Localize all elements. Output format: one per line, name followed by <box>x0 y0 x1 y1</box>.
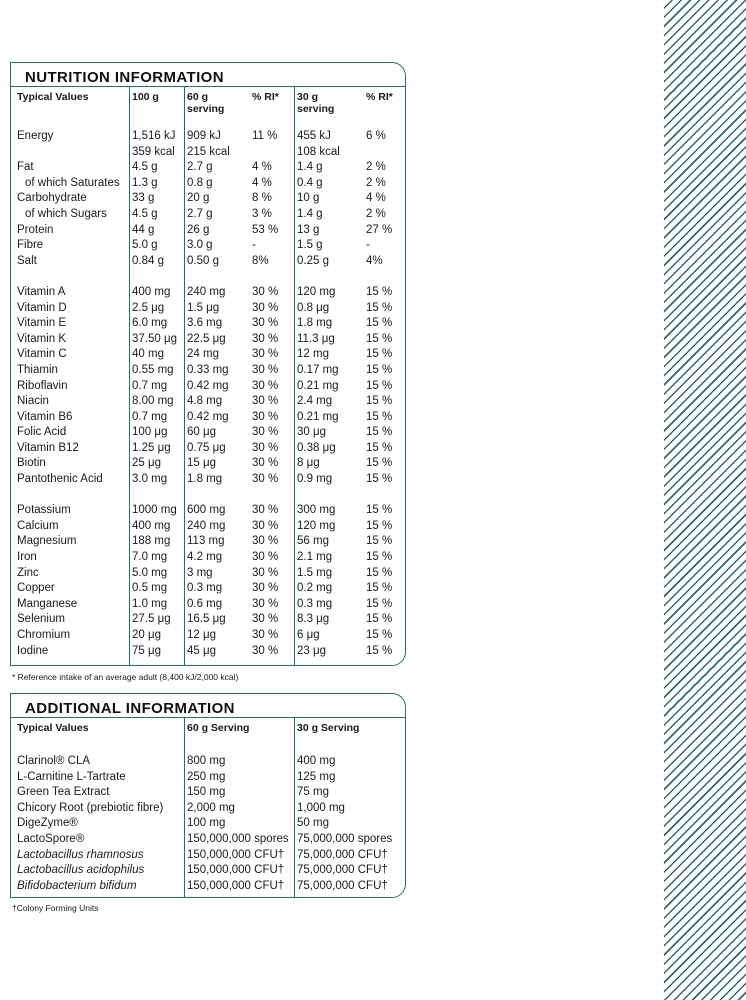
nutrient-value: 1,516 kJ 359 kcal <box>132 130 176 158</box>
table-row <box>11 816 405 832</box>
nutrient-value: 5.0 g <box>132 239 158 252</box>
nutrient-name: Copper <box>17 582 55 595</box>
table-row <box>11 332 405 348</box>
nutrient-name: of which Sugars <box>25 207 107 220</box>
nutrient-value: 30 % <box>252 426 279 439</box>
nutrient-value: 3.6 mg <box>187 317 223 330</box>
ingredient-name: DigeZyme® <box>17 817 78 830</box>
ingredient-value: 50 mg <box>297 817 329 830</box>
nutrient-value: 100 μg <box>132 426 168 439</box>
table-row <box>11 316 405 332</box>
nutrient-name: Zinc <box>17 566 39 579</box>
nutrition-table <box>11 87 405 659</box>
nutrient-value: 15 % <box>366 613 393 626</box>
ingredient-value: 150,000,000 CFU† <box>187 864 285 877</box>
ingredient-value: 150 mg <box>187 786 226 799</box>
column-divider <box>184 87 185 665</box>
nutrient-name: Fibre <box>17 239 44 252</box>
column-divider <box>294 87 295 665</box>
nutrient-value: 75 μg <box>132 644 162 657</box>
column-divider <box>129 87 130 665</box>
table-row <box>11 238 405 254</box>
nutrient-value: 0.38 μg <box>297 441 336 454</box>
ingredient-name: Clarinol® CLA <box>17 755 91 767</box>
nutrient-value: 6.0 mg <box>132 317 168 330</box>
nutrient-value: 30 % <box>252 457 279 470</box>
nutrient-value: 15 % <box>366 332 393 345</box>
nutrient-value: 6 % <box>366 130 386 142</box>
nutrient-name: Vitamin E <box>17 317 67 330</box>
nutrient-value: 15 % <box>366 426 393 439</box>
nutrient-value: 8 μg <box>297 457 320 470</box>
nutrient-name: Fat <box>17 161 34 174</box>
nutrient-name: Vitamin B12 <box>17 441 79 454</box>
nutrient-name: of which Saturates <box>25 176 120 189</box>
nutrient-value: 2 % <box>366 207 386 220</box>
ingredient-value: 1,000 mg <box>297 801 345 814</box>
column-header: % RI* <box>366 91 393 103</box>
nutrient-value: 1.5 μg <box>187 301 220 314</box>
nutrient-value: 3 mg <box>187 566 213 579</box>
nutrient-value: 3.0 g <box>187 239 213 252</box>
ingredient-value: 400 mg <box>297 755 336 767</box>
ingredient-value: 2,000 mg <box>187 801 235 814</box>
nutrient-value: 15 % <box>366 317 393 330</box>
nutrient-name: Magnesium <box>17 535 77 548</box>
table-row <box>11 410 405 426</box>
table-row <box>11 832 405 848</box>
column-header: % RI* <box>252 91 279 103</box>
nutrient-name: Selenium <box>17 613 65 626</box>
table-row <box>11 534 405 550</box>
column-divider <box>184 718 185 897</box>
nutrient-value: 15 % <box>366 285 393 298</box>
nutrient-value: 30 % <box>252 504 279 517</box>
nutrient-value: 40 mg <box>132 348 164 361</box>
nutrient-value: 2.7 g <box>187 161 213 174</box>
nutrient-value: 24 mg <box>187 348 219 361</box>
ingredient-value: 800 mg <box>187 755 226 767</box>
header-row <box>11 718 405 746</box>
nutrient-value: 44 g <box>132 223 155 236</box>
nutrient-value: 0.75 μg <box>187 441 226 454</box>
nutrient-value: 0.21 mg <box>297 410 339 423</box>
nutrient-name: Chromium <box>17 629 71 641</box>
nutrient-value: 0.3 mg <box>297 597 333 610</box>
nutrient-value: 1.25 μg <box>132 441 171 454</box>
column-header: 100 g <box>132 91 159 103</box>
nutrient-value: 53 % <box>252 223 279 236</box>
table-row <box>11 347 405 363</box>
table-row <box>11 425 405 441</box>
nutrient-value: 0.4 g <box>297 176 323 189</box>
nutrient-value: 0.5 mg <box>132 582 168 595</box>
nutrient-value: 4.5 g <box>132 207 158 220</box>
nutrient-value: 15 % <box>366 566 393 579</box>
nutrient-value: 4 % <box>252 176 272 189</box>
nutrient-value: 4 % <box>366 192 386 205</box>
table-row <box>11 566 405 582</box>
ingredient-value: 75,000,000 spores <box>297 832 393 845</box>
table-row <box>11 785 405 801</box>
nutrient-value: 15 % <box>366 551 393 564</box>
nutrient-value: 5.0 mg <box>132 566 168 579</box>
table-row <box>11 754 405 770</box>
ingredient-value: 150,000,000 spores <box>187 832 289 845</box>
table-row <box>11 519 405 535</box>
nutrient-value: 1.4 g <box>297 207 323 220</box>
nutrient-value: 113 mg <box>187 535 225 548</box>
nutrient-value: 15 % <box>366 519 393 532</box>
table-row <box>11 770 405 786</box>
nutrient-name: Vitamin A <box>17 285 66 298</box>
ingredient-value: 100 mg <box>187 817 226 830</box>
nutrient-value: 455 kJ 108 kcal <box>297 130 340 158</box>
nutrient-value: 15 % <box>366 504 393 517</box>
nutrient-value: 15 % <box>366 363 393 376</box>
additional-information-panel <box>10 693 406 898</box>
ingredient-value: 125 mg <box>297 770 336 783</box>
nutrient-value: 60 μg <box>187 426 217 439</box>
table-row <box>11 301 405 317</box>
nutrient-value: 20 μg <box>132 629 162 641</box>
column-header: 60 g Serving <box>187 722 250 734</box>
nutrient-value: 0.8 g <box>187 176 213 189</box>
nutrient-name: Protein <box>17 223 54 236</box>
nutrient-value: 8.00 mg <box>132 395 174 408</box>
nutrient-value: 6 μg <box>297 629 320 641</box>
nutrient-value: 0.84 g <box>132 254 164 267</box>
nutrient-value: 120 mg <box>297 519 336 532</box>
nutrient-name: Vitamin D <box>17 301 67 314</box>
nutrient-value: 4.5 g <box>132 161 158 174</box>
nutrient-value: - <box>252 239 256 252</box>
column-divider <box>294 718 295 897</box>
nutrient-value: 30 % <box>252 473 279 486</box>
nutrient-value: 30 % <box>252 332 279 345</box>
nutrient-name: Carbohydrate <box>17 192 87 205</box>
nutrient-value: 0.21 mg <box>297 379 339 392</box>
nutrient-value: 13 g <box>297 223 320 236</box>
table-row <box>11 379 405 395</box>
nutrient-value: 1.5 g <box>297 239 323 252</box>
nutrient-value: 4% <box>366 254 383 267</box>
nutrient-value: 30 % <box>252 441 279 454</box>
nutrient-value: 15 % <box>366 410 393 423</box>
nutrient-value: 25 μg <box>132 457 162 470</box>
nutrient-value: 7.0 mg <box>132 551 168 564</box>
nutrient-value: 15 μg <box>187 457 217 470</box>
nutrient-name: Calcium <box>17 519 59 532</box>
nutrient-value: 30 % <box>252 519 279 532</box>
table-row <box>11 363 405 379</box>
nutrient-value: 12 mg <box>297 348 329 361</box>
table-row <box>11 207 405 223</box>
ingredient-name: Lactobacillus acidophilus <box>17 864 145 877</box>
column-header: Typical Values <box>17 91 89 103</box>
ingredient-name: LactoSpore® <box>17 832 85 845</box>
nutrient-value: 4.8 mg <box>187 395 223 408</box>
ingredient-name: Lactobacillus rhamnosus <box>17 848 144 861</box>
nutrient-name: Biotin <box>17 457 46 470</box>
column-header: 30 g Serving <box>297 722 360 734</box>
table-row <box>11 644 405 660</box>
nutrient-value: 1.8 mg <box>187 473 223 486</box>
ingredient-name: Green Tea Extract <box>17 786 110 799</box>
nutrient-name: Niacin <box>17 395 49 408</box>
table-row <box>11 191 405 207</box>
column-header: 60 g serving <box>187 91 225 115</box>
table-row <box>11 597 405 613</box>
nutrient-value: 30 % <box>252 285 279 298</box>
nutrient-value: 30 % <box>252 582 279 595</box>
nutrient-value: 15 % <box>366 473 393 486</box>
nutrient-value: 30 % <box>252 644 279 657</box>
nutrient-value: 10 g <box>297 192 320 205</box>
ingredient-value: 75 mg <box>297 786 329 799</box>
nutrient-value: 26 g <box>187 223 210 236</box>
nutrient-value: 22.5 μg <box>187 332 226 345</box>
nutrient-name: Potassium <box>17 504 71 517</box>
nutrient-value: 0.42 mg <box>187 379 229 392</box>
nutrient-value: 4 % <box>252 161 272 174</box>
nutrient-value: 3 % <box>252 207 272 220</box>
nutrient-value: 30 % <box>252 317 279 330</box>
nutrient-value: 37.50 μg <box>132 332 177 345</box>
table-row <box>11 612 405 628</box>
nutrient-value: 2.4 mg <box>297 395 333 408</box>
nutrient-name: Thiamin <box>17 363 58 376</box>
table-row <box>11 223 405 239</box>
ingredient-name: Bifidobacterium bifidum <box>17 879 137 892</box>
nutrient-value: 33 g <box>132 192 155 205</box>
nutrition-footnote: * Reference intake of an average adult (8,400 kJ/2,000 kcal) <box>12 672 239 682</box>
nutrient-value: 15 % <box>366 597 393 610</box>
ingredient-value: 250 mg <box>187 770 226 783</box>
nutrient-value: - <box>366 239 370 252</box>
nutrient-value: 15 % <box>366 535 393 548</box>
ingredient-value: 75,000,000 CFU† <box>297 864 388 877</box>
nutrient-value: 20 g <box>187 192 210 205</box>
table-row <box>11 456 405 472</box>
nutrient-value: 909 kJ 215 kcal <box>187 130 230 158</box>
nutrient-value: 27 % <box>366 223 393 236</box>
table-row <box>11 628 405 644</box>
nutrient-value: 11.3 μg <box>297 332 335 345</box>
nutrient-name: Riboflavin <box>17 379 68 392</box>
nutrient-value: 23 μg <box>297 644 327 657</box>
nutrient-value: 15 % <box>366 582 393 595</box>
nutrient-value: 0.25 g <box>297 254 329 267</box>
ingredient-value: 150,000,000 CFU† <box>187 879 285 892</box>
nutrient-value: 30 % <box>252 613 279 626</box>
nutrient-value: 0.7 mg <box>132 410 168 423</box>
nutrient-name: Vitamin C <box>17 348 67 361</box>
diagonal-stripe-decoration <box>664 0 746 1000</box>
nutrient-value: 8 % <box>252 192 272 205</box>
nutrient-name: Iron <box>17 551 37 564</box>
nutrient-value: 30 % <box>252 629 279 641</box>
nutrient-value: 2 % <box>366 176 386 189</box>
nutrient-value: 0.6 mg <box>187 597 223 610</box>
nutrient-value: 15 % <box>366 441 393 454</box>
additional-table <box>11 718 405 894</box>
ingredient-name: Chicory Root (prebiotic fibre) <box>17 801 164 814</box>
nutrition-title: NUTRITION INFORMATION <box>11 63 405 87</box>
nutrient-value: 3.0 mg <box>132 473 168 486</box>
table-row <box>11 394 405 410</box>
nutrient-value: 0.8 μg <box>297 301 330 314</box>
nutrient-value: 8% <box>252 254 269 267</box>
nutrient-value: 11 % <box>252 130 278 142</box>
nutrient-value: 1.3 g <box>132 176 158 189</box>
nutrition-information-panel <box>10 62 406 666</box>
nutrient-value: 30 % <box>252 348 279 361</box>
table-row <box>11 472 405 488</box>
nutrient-value: 1.5 mg <box>297 566 333 579</box>
nutrient-value: 15 % <box>366 457 393 470</box>
nutrient-value: 240 mg <box>187 285 226 298</box>
nutrient-value: 240 mg <box>187 519 226 532</box>
nutrient-value: 30 % <box>252 363 279 376</box>
nutrient-value: 15 % <box>366 629 393 641</box>
nutrient-value: 0.2 mg <box>297 582 333 595</box>
nutrient-value: 8.3 μg <box>297 613 330 626</box>
nutrient-value: 27.5 μg <box>132 613 171 626</box>
table-row <box>11 129 405 160</box>
nutrient-value: 2.7 g <box>187 207 213 220</box>
table-row <box>11 503 405 519</box>
nutrient-value: 30 μg <box>297 426 327 439</box>
table-row <box>11 254 405 270</box>
nutrient-value: 16.5 μg <box>187 613 226 626</box>
nutrient-value: 1.0 mg <box>132 597 168 610</box>
nutrient-value: 1.8 mg <box>297 317 333 330</box>
nutrient-value: 0.9 mg <box>297 473 333 486</box>
additional-footnote: †Colony Forming Units <box>12 903 99 913</box>
nutrient-value: 0.17 mg <box>297 363 339 376</box>
nutrient-name: Vitamin K <box>17 332 67 345</box>
nutrient-value: 0.42 mg <box>187 410 229 423</box>
table-row <box>11 550 405 566</box>
table-row <box>11 176 405 192</box>
nutrient-value: 12 μg <box>187 629 217 641</box>
nutrient-name: Pantothenic Acid <box>17 473 103 486</box>
nutrient-name: Manganese <box>17 597 78 610</box>
table-row <box>11 160 405 176</box>
nutrient-value: 2 % <box>366 161 386 174</box>
header-row <box>11 87 405 121</box>
nutrient-value: 30 % <box>252 597 279 610</box>
nutrient-value: 30 % <box>252 535 279 548</box>
nutrient-value: 30 % <box>252 566 279 579</box>
nutrient-name: Salt <box>17 254 37 267</box>
nutrient-value: 2.1 mg <box>297 551 333 564</box>
nutrient-value: 0.7 mg <box>132 379 168 392</box>
nutrient-value: 15 % <box>366 301 393 314</box>
nutrient-value: 0.3 mg <box>187 582 223 595</box>
table-row <box>11 581 405 597</box>
nutrient-name: Energy <box>17 130 54 142</box>
nutrient-value: 0.50 g <box>187 254 219 267</box>
nutrient-value: 15 % <box>366 644 393 657</box>
column-header: Typical Values <box>17 722 89 734</box>
nutrient-name: Folic Acid <box>17 426 67 439</box>
nutrient-value: 15 % <box>366 348 393 361</box>
nutrient-value: 4.2 mg <box>187 551 223 564</box>
nutrient-value: 30 % <box>252 551 279 564</box>
table-row <box>11 848 405 864</box>
ingredient-value: 75,000,000 CFU† <box>297 848 388 861</box>
nutrient-value: 1.4 g <box>297 161 323 174</box>
column-header: 30 g serving <box>297 91 335 115</box>
nutrient-value: 400 mg <box>132 285 171 298</box>
nutrient-value: 0.33 mg <box>187 363 229 376</box>
nutrient-value: 400 mg <box>132 519 171 532</box>
nutrient-value: 0.55 mg <box>132 363 174 376</box>
nutrient-value: 30 % <box>252 395 279 408</box>
ingredient-value: 150,000,000 CFU† <box>187 848 285 861</box>
nutrient-value: 30 % <box>252 301 279 314</box>
ingredient-value: 75,000,000 CFU† <box>297 879 388 892</box>
nutrient-value: 56 mg <box>297 535 329 548</box>
nutrient-value: 1000 mg <box>132 504 177 517</box>
table-row <box>11 801 405 817</box>
nutrient-value: 30 % <box>252 410 279 423</box>
nutrient-value: 300 mg <box>297 504 336 517</box>
additional-title: ADDITIONAL INFORMATION <box>11 694 405 718</box>
ingredient-name: L-Carnitine L-Tartrate <box>17 770 126 783</box>
nutrient-value: 15 % <box>366 395 393 408</box>
nutrient-value: 188 mg <box>132 535 171 548</box>
nutrient-value: 600 mg <box>187 504 226 517</box>
nutrient-value: 30 % <box>252 379 279 392</box>
nutrient-value: 45 μg <box>187 644 217 657</box>
nutrient-value: 15 % <box>366 379 393 392</box>
nutrient-value: 2.5 μg <box>132 301 165 314</box>
table-row <box>11 863 405 879</box>
nutrient-value: 120 mg <box>297 285 336 298</box>
nutrient-name: Vitamin B6 <box>17 410 73 423</box>
table-row <box>11 285 405 301</box>
table-row <box>11 441 405 457</box>
table-row <box>11 879 405 895</box>
nutrient-name: Iodine <box>17 644 49 657</box>
